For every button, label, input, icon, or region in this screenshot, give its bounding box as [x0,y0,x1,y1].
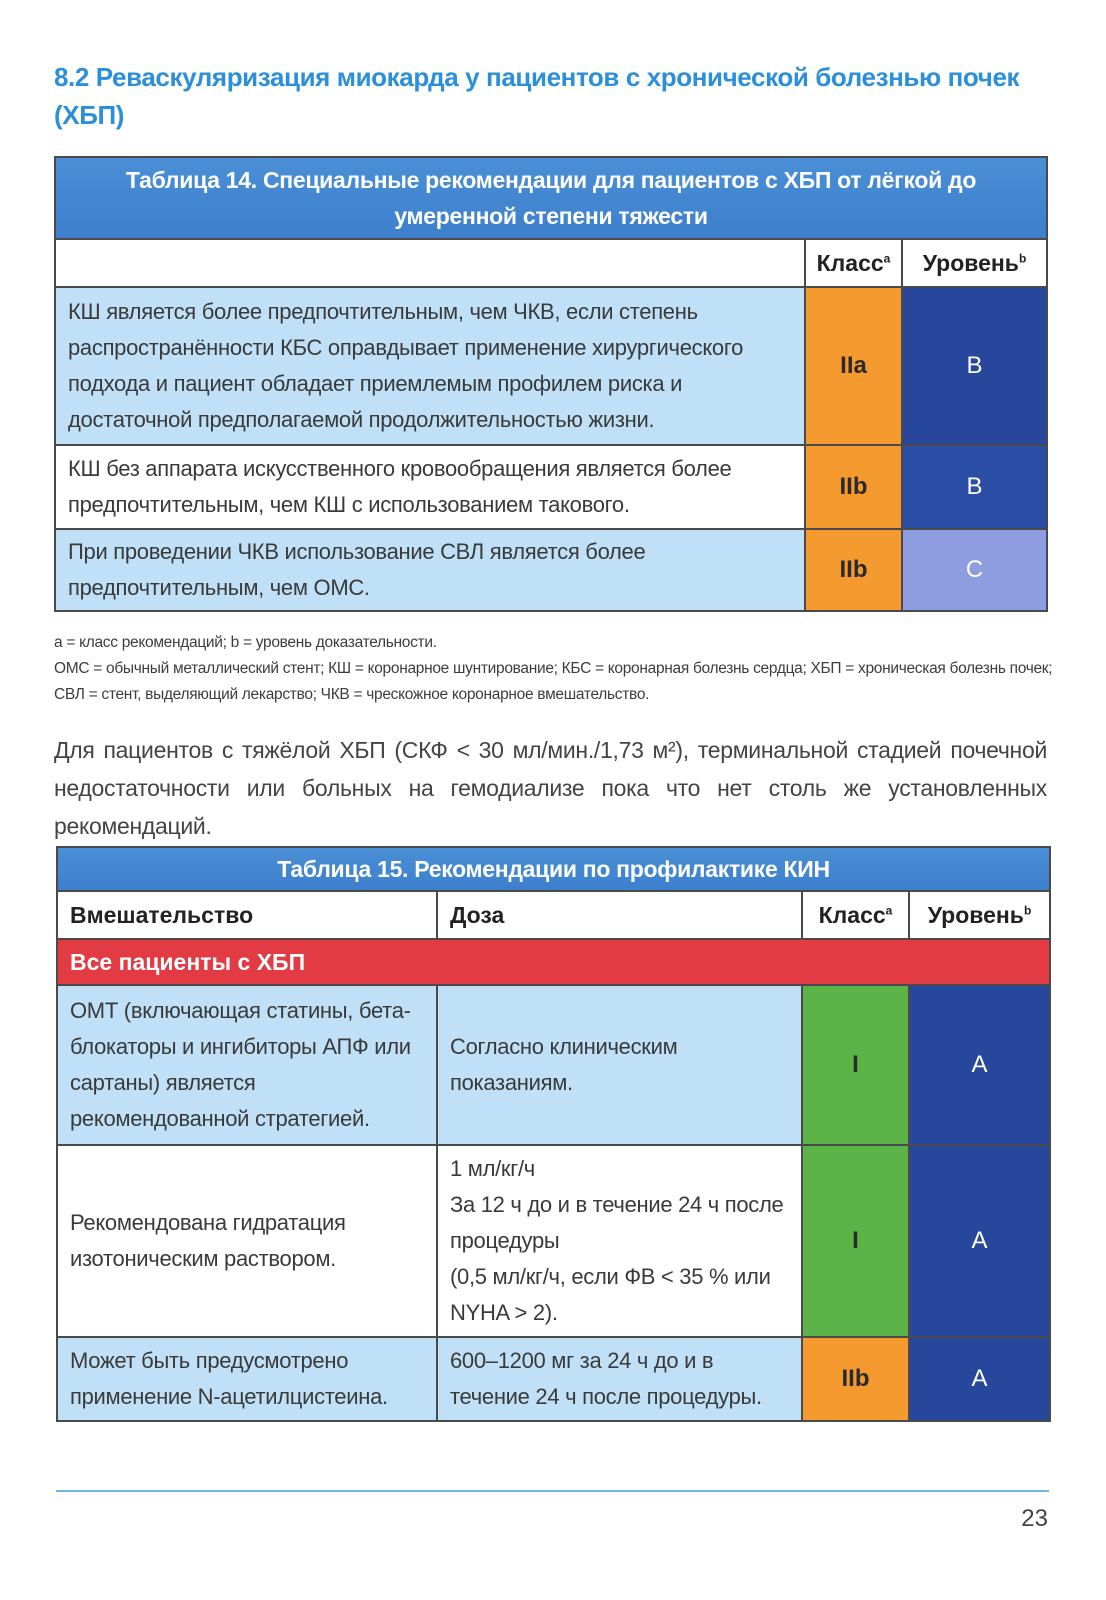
dose-line: За 12 ч до и в течение 24 ч после процедуры [450,1192,784,1253]
level-cell: A [909,985,1050,1145]
class-cell: IIb [802,1337,909,1421]
level-cell: C [902,529,1047,611]
recommendation-text: КШ без аппарата искусственного кровообращения является более предпочтительным, чем КШ с использованием такового. [55,445,805,529]
intervention-cell: Рекомендована гидратация изотоническим раствором. [57,1145,437,1337]
table-15 [56,846,1051,1422]
footnote-legend: a = класс рекомендаций; b = уровень доказательности. [54,634,437,651]
page-number: 23 [1021,1505,1048,1532]
intervention-cell: ОМТ (включающая статины, бета-блокаторы и ингибиторы АПФ или сартаны) является рекомендованной стратегией. [57,985,437,1145]
dose-cell: Согласно клиническим показаниям. [437,985,802,1145]
footnote-abbreviations: ОМС = обычный металлический стент; КШ = коронарное шунтирование; КБС = коронарная болезнь сердца; ХБП = хроническая болезнь почек; СВЛ = стент, выделяющий лекарство; ЧКВ = чрескожное коронарное вмешательство. [54,660,1053,703]
table-14-header-class: Класс$^a$ [805,239,902,287]
table-14-header-level: Уровень$^b$ [902,239,1047,287]
table-row [57,985,1050,1145]
table-14-header-blank [55,239,805,287]
table-row [55,445,1047,529]
class-cell: I [802,1145,909,1337]
table-15-caption: Таблица 15. Рекомендации по профилактике КИН [57,847,1050,891]
table-row [57,1145,1050,1337]
recommendation-text: КШ является более предпочтительным, чем ЧКВ, если степень распространённости КБС оправдывает применение хирургического подхода и пациент обладает приемлемым профилем риска и достаточной предполагаемой продолжительностью жизни. [55,287,805,445]
intervention-cell: Может быть предусмотрено применение N-ацетилцистеина. [57,1337,437,1421]
recommendation-text: При проведении ЧКВ использование СВЛ является более предпочтительным, чем ОМС. [55,529,805,611]
class-cell: IIa [805,287,902,445]
table-14 [54,156,1048,612]
table-row [57,1337,1050,1421]
table-14-caption: Таблица 14. Специальные рекомендации для пациентов с ХБП от лёгкой до умеренной степени тяжести [55,157,1047,239]
level-cell: B [902,445,1047,529]
body-paragraph: Для пациентов с тяжёлой ХБП (СКФ < 30 мл/мин./1,73 м²), терминальной стадией почечной недостаточности или больных на гемодиализе пока что нет столь же установленных рекомендаций. [54,737,1047,839]
dose-cell [437,1145,802,1337]
level-cell: A [909,1145,1050,1337]
class-cell: I [802,985,909,1145]
table-row [55,287,1047,445]
table-15-header-dose: Доза [437,891,802,939]
table-15-header-class: Класс$^a$ [802,891,909,939]
footer-rule [56,1490,1049,1492]
level-cell: A [909,1337,1050,1421]
dose-cell: 600–1200 мг за 24 ч до и в течение 24 ч после процедуры. [437,1337,802,1421]
table-15-header-intervention: Вмешательство [57,891,437,939]
section-title: 8.2 Реваскуляризация миокарда у пациентов с хронической болезнью почек (ХБП) [54,62,1020,130]
dose-line: 1 мл/кг/ч [450,1156,535,1181]
class-cell: IIb [805,445,902,529]
class-cell: IIb [805,529,902,611]
table-row [55,529,1047,611]
group-row: Все пациенты с ХБП [57,939,1050,985]
dose-line: (0,5 мл/кг/ч, если ФВ < 35 % или NYHA > 2). [450,1264,771,1325]
table-15-header-level: Уровень$^b$ [909,891,1050,939]
level-cell: B [902,287,1047,445]
